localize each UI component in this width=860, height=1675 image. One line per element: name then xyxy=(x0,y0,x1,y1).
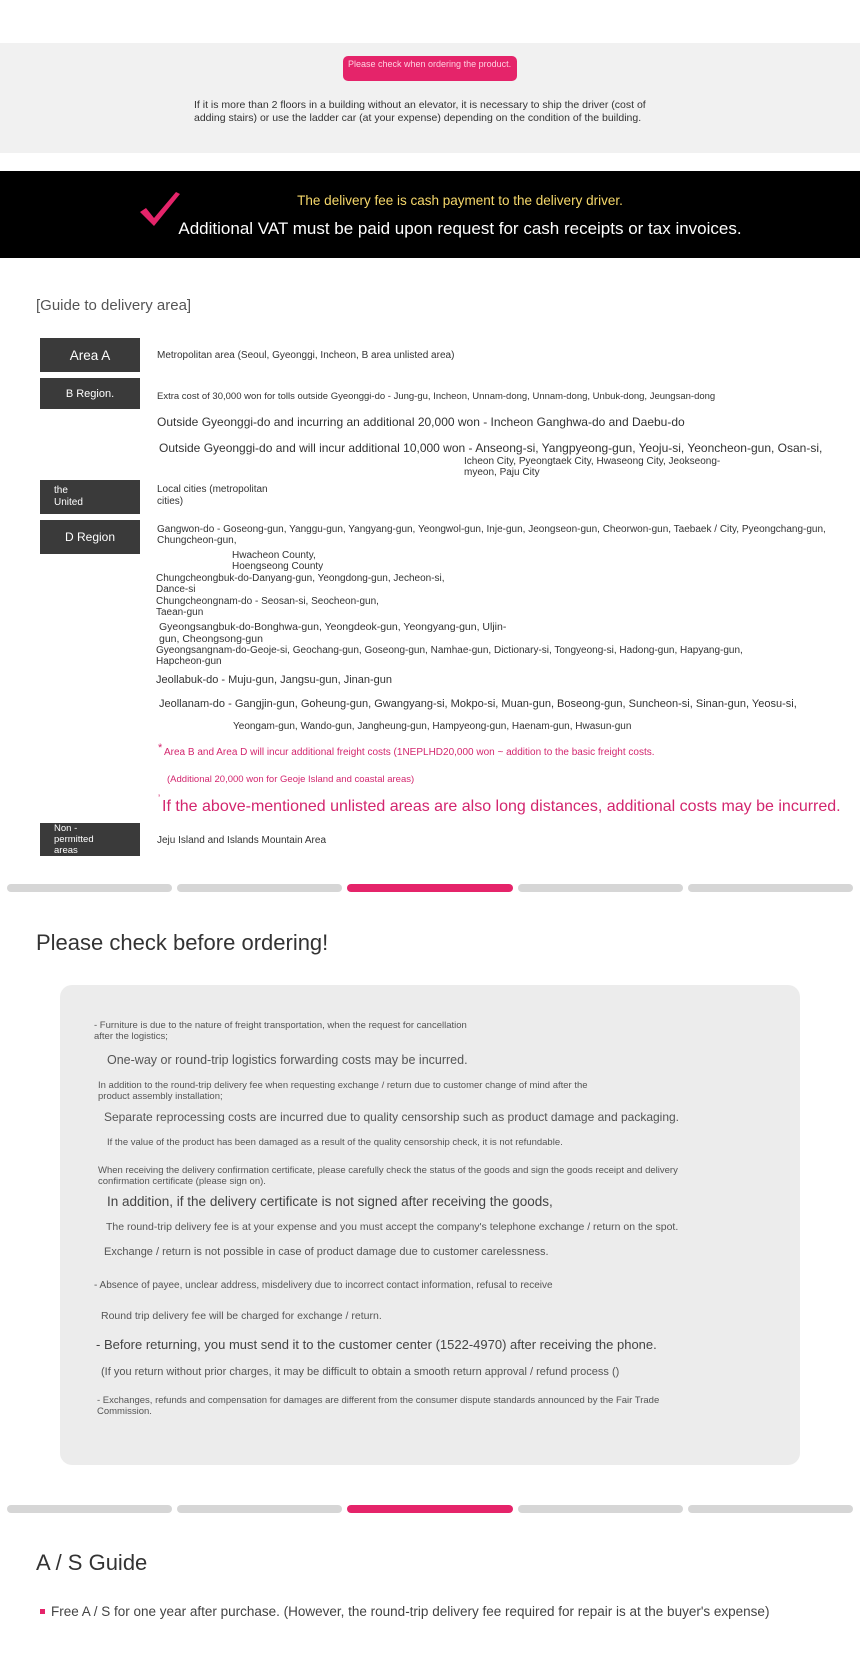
as-guide-text: Free A / S for one year after purchase. (However, the round-trip delivery fee required for repair is at the buyer's expense) xyxy=(51,1604,770,1619)
area-c-text-2: cities) xyxy=(157,496,184,507)
area-b-tag: B Region. xyxy=(40,378,140,409)
order-check-tag: Please check when ordering the product. xyxy=(343,56,517,81)
check-item: product assembly installation; xyxy=(98,1091,223,1102)
area-d-line: Chungcheongnam-do - Seosan-si, Seocheon-gun, xyxy=(156,596,379,607)
area-a-text: Metropolitan area (Seoul, Gyeonggi, Incheon, B area unlisted area) xyxy=(157,350,455,361)
area-c-tag-line-2: United xyxy=(54,497,83,508)
area-d-line: Hoengseong County xyxy=(232,561,324,572)
area-d-line: Chungcheongbuk-do-Danyang-gun, Yeongdong-gun, Jecheon-si, xyxy=(156,573,445,584)
check-item: The round-trip delivery fee is at your expense and you must accept the company's telephone exchange / return on the spot. xyxy=(106,1221,679,1233)
area-c-tag-line-1: the xyxy=(54,485,68,496)
elevator-notice: If it is more than 2 floors in a building without an elevator, it is necessary to ship the driver (cost of adding stairs) or use the ladder car (at your expense) depending on the condition of the building. xyxy=(194,99,646,124)
area-c-text-1: Local cities (metropolitan xyxy=(157,484,268,495)
divider-segment xyxy=(688,1505,853,1513)
check-item: Round trip delivery fee will be charged for exchange / return. xyxy=(101,1310,382,1322)
as-guide-item xyxy=(40,1604,769,1619)
note-mark: ʼ xyxy=(158,794,161,805)
check-item: - Furniture is due to the nature of freight transportation, when the request for cancellation xyxy=(94,1020,467,1031)
area-b-line-3: Outside Gyeonggi-do and will incur additional 10,000 won - Anseong-si, Yangpyeong-gun, Yeoju-si, Yeoncheon-gun, Osan-si, xyxy=(159,441,823,455)
check-item: Separate reprocessing costs are incurred due to quality censorship such as product damage and packaging. xyxy=(104,1110,680,1124)
area-d-note-1: Area B and Area D will incur additional freight costs (1NEPLHD20,000 won ~ addition to the basic freight costs. xyxy=(164,747,655,758)
area-b-line-4: Icheon City, Pyeongtaek City, Hwaseong City, Jeokseong- xyxy=(464,456,721,467)
payment-band xyxy=(0,171,860,258)
divider-segment xyxy=(518,1505,683,1513)
area-d-line: Taean-gun xyxy=(156,607,204,618)
as-guide-title: A / S Guide xyxy=(36,1550,148,1575)
area-d-note-2: (Additional 20,000 won for Geoje Island and coastal areas) xyxy=(167,774,415,785)
section-divider xyxy=(7,1505,853,1513)
area-d-line: Jeollanam-do - Gangjin-gun, Goheung-gun, Gwangyang-si, Mokpo-si, Muan-gun, Boseong-gun, Suncheon-si, Sinan-gun, Yeosu-si, xyxy=(159,698,797,710)
area-d-line: Gangwon-do - Goseong-gun, Yanggu-gun, Yangyang-gun, Yeongwol-gun, Inje-gun, Jeongseon-gun, Cheorwon-gun, Taebaek / City, Pyeongchang-gun, xyxy=(157,524,826,535)
area-d-line: Yeongam-gun, Wando-gun, Jangheung-gun, Hampyeong-gun, Haenam-gun, Hwasun-gun xyxy=(233,721,632,732)
check-item: (If you return without prior charges, it may be difficult to obtain a smooth return approval / refund process () xyxy=(101,1366,620,1378)
divider-segment xyxy=(177,884,342,892)
divider-segment xyxy=(7,884,172,892)
check-item: - Before returning, you must send it to the customer center (1522-4970) after receiving the phone. xyxy=(96,1337,657,1352)
bullet-icon xyxy=(40,1609,45,1614)
check-item: Exchange / return is not possible in case of product damage due to customer carelessness. xyxy=(104,1246,549,1258)
check-item: In addition to the round-trip delivery fee when requesting exchange / return due to customer change of mind after the xyxy=(98,1080,588,1091)
area-b-line-5: myeon, Paju City xyxy=(464,467,540,478)
check-item: after the logistics; xyxy=(94,1031,168,1042)
area-d-line: Hapcheon-gun xyxy=(156,656,222,667)
area-d-line: Gyeongsangnam-do-Geoje-si, Geochang-gun, Goseong-gun, Namhae-gun, Dictionary-si, Tongyeong-si, Hadong-gun, Hapyang-gun, xyxy=(156,645,743,656)
divider-segment-active xyxy=(347,1505,512,1513)
area-c-tag xyxy=(40,480,140,514)
check-item: - Exchanges, refunds and compensation for damages are different from the consumer dispute standards announced by the Fair Trade xyxy=(97,1395,660,1406)
non-permitted-tag-line-2: permitted xyxy=(54,834,94,845)
divider-segment-active xyxy=(347,884,512,892)
payment-line-1: The delivery fee is cash payment to the delivery driver. xyxy=(297,193,623,208)
note-asterisk: * xyxy=(158,742,163,754)
area-d-line: gun, Cheongsong-gun xyxy=(159,633,263,645)
area-a-tag: Area A xyxy=(40,338,140,372)
divider-segment xyxy=(518,884,683,892)
area-d-line: Hwacheon County, xyxy=(232,550,316,561)
check-item: - Absence of payee, unclear address, misdelivery due to incorrect contact information, refusal to receive xyxy=(94,1280,553,1291)
area-b-line-2: Outside Gyeonggi-do and incurring an additional 20,000 won - Incheon Ganghwa-do and Daebu-do xyxy=(157,415,685,429)
area-d-tag: D Region xyxy=(40,520,140,554)
area-d-line: Dance-si xyxy=(156,584,196,595)
check-item: If the value of the product has been damaged as a result of the quality censorship check, it is not refundable. xyxy=(107,1137,563,1148)
check-item: Commission. xyxy=(97,1406,152,1417)
section-divider xyxy=(7,884,853,892)
check-item: confirmation certificate (please sign on). xyxy=(98,1176,266,1187)
divider-segment xyxy=(7,1505,172,1513)
payment-line-2: Additional VAT must be paid upon request for cash receipts or tax invoices. xyxy=(178,219,742,238)
non-permitted-text: Jeju Island and Islands Mountain Area xyxy=(157,835,326,846)
divider-segment xyxy=(688,884,853,892)
area-d-line: Gyeongsangbuk-do-Bonghwa-gun, Yeongdeok-gun, Yeongyang-gun, Uljin- xyxy=(159,621,507,633)
non-permitted-tag xyxy=(40,823,140,856)
area-d-note-3: If the above-mentioned unlisted areas are also long distances, additional costs may be incurred. xyxy=(162,798,841,815)
area-d-line: Jeollabuk-do - Muju-gun, Jangsu-gun, Jinan-gun xyxy=(156,674,393,686)
divider-segment xyxy=(177,1505,342,1513)
area-b-line-1: Extra cost of 30,000 won for tolls outside Gyeonggi-do - Jung-gu, Incheon, Unnam-dong, Unnam-dong, Unbuk-dong, Jeungsan-dong xyxy=(157,391,716,402)
check-item: In addition, if the delivery certificate is not signed after receiving the goods, xyxy=(107,1194,553,1209)
area-d-line: Chungcheon-gun, xyxy=(157,535,237,546)
check-before-title: Please check before ordering! xyxy=(36,930,329,955)
non-permitted-tag-line-3: areas xyxy=(54,845,78,856)
check-item: One-way or round-trip logistics forwarding costs may be incurred. xyxy=(107,1053,468,1067)
delivery-area-title: [Guide to delivery area] xyxy=(36,297,192,314)
check-item: When receiving the delivery confirmation certificate, please carefully check the status of the goods and sign the goods receipt and delivery xyxy=(98,1165,678,1176)
non-permitted-tag-line-1: Non - xyxy=(54,823,78,834)
